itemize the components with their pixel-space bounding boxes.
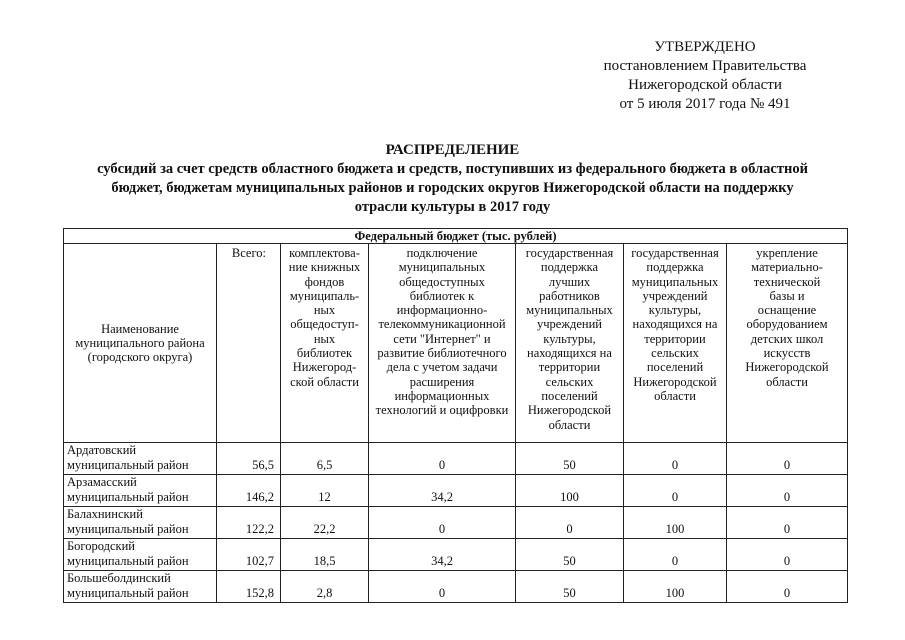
total-value: 122,2 [217,507,281,539]
approval-line-1: УТВЕРЖДЕНО [654,39,756,55]
art-schools-value: 0 [727,539,848,571]
table-row [64,571,848,603]
approval-line-3: Нижегородской области [628,77,782,93]
document-title: РАСПРЕДЕЛЕНИЕ [385,142,520,158]
internet-libraries-value: 34,2 [369,475,516,507]
approval-line-2: постановлением Правительства [603,58,807,74]
art-schools-value: 0 [727,571,848,603]
column-header-book-funds: комплектова- ние книжных фондов муниципаль- ных общедоступ- ных библиотек Нижегород- ской области [281,244,369,443]
district-name: Арзамасский муниципальный район [64,475,217,507]
art-schools-value: 0 [727,475,848,507]
budget-header: Федеральный бюджет (тыс. рублей) [64,229,848,244]
best-workers-value: 50 [516,539,624,571]
internet-libraries-value: 34,2 [369,539,516,571]
column-header-institutions: государственная поддержка муниципальных учреждений культуры, находящихся на территории сельских поселений Нижегородской области [624,244,727,443]
book-funds-value: 12 [281,475,369,507]
internet-libraries-value: 0 [369,443,516,475]
approval-line-4: от 5 июля 2017 года № 491 [619,96,791,112]
subtitle-line-2: бюджет, бюджетам муниципальных районов и городских округов Нижегородской области на поддержку [111,180,794,196]
institutions-value: 0 [624,539,727,571]
subtitle-line-1: субсидий за счет средств областного бюджета и средств, поступивших из федерального бюджета в областной [97,161,808,177]
best-workers-value: 100 [516,475,624,507]
total-value: 56,5 [217,443,281,475]
internet-libraries-value: 0 [369,571,516,603]
institutions-value: 0 [624,475,727,507]
book-funds-value: 6,5 [281,443,369,475]
subtitle-line-3: отрасли культуры в 2017 году [354,199,551,215]
total-value: 146,2 [217,475,281,507]
column-header-best-workers: государственная поддержка лучших работников муниципальных учреждений культуры, находящихся на территории сельских поселений Нижегородской области [516,244,624,443]
column-header-total: Всего: [217,244,281,443]
best-workers-value: 50 [516,443,624,475]
book-funds-value: 22,2 [281,507,369,539]
column-header-internet-libraries: подключение муниципальных общедоступных библиотек к информационно- телекоммуникационной сети "Интернет" и развитие библиотечного дела с учетом задачи расширения информационных технологий и оцифровки [369,244,516,443]
table-row [64,507,848,539]
book-funds-value: 2,8 [281,571,369,603]
district-name: Большеболдинский муниципальный район [64,571,217,603]
best-workers-value: 0 [516,507,624,539]
table-row [64,443,848,475]
table-row [64,475,848,507]
institutions-value: 100 [624,507,727,539]
institutions-value: 100 [624,571,727,603]
district-name: Балахнинский муниципальный район [64,507,217,539]
institutions-value: 0 [624,443,727,475]
document-subtitle [60,160,845,217]
art-schools-value: 0 [727,443,848,475]
total-value: 152,8 [217,571,281,603]
art-schools-value: 0 [727,507,848,539]
best-workers-value: 50 [516,571,624,603]
district-name: Ардатовский муниципальный район [64,443,217,475]
internet-libraries-value: 0 [369,507,516,539]
approval-stamp [560,38,850,114]
total-value: 102,7 [217,539,281,571]
column-header-art-schools: укрепление материально- технической базы и оснащение оборудованием детских школ искусств Нижегородской области [727,244,848,443]
table-row [64,539,848,571]
district-name: Богородский муниципальный район [64,539,217,571]
subsidy-table [63,228,848,603]
column-header-name: Наименование муниципального района (городского округа) [64,244,217,443]
book-funds-value: 18,5 [281,539,369,571]
